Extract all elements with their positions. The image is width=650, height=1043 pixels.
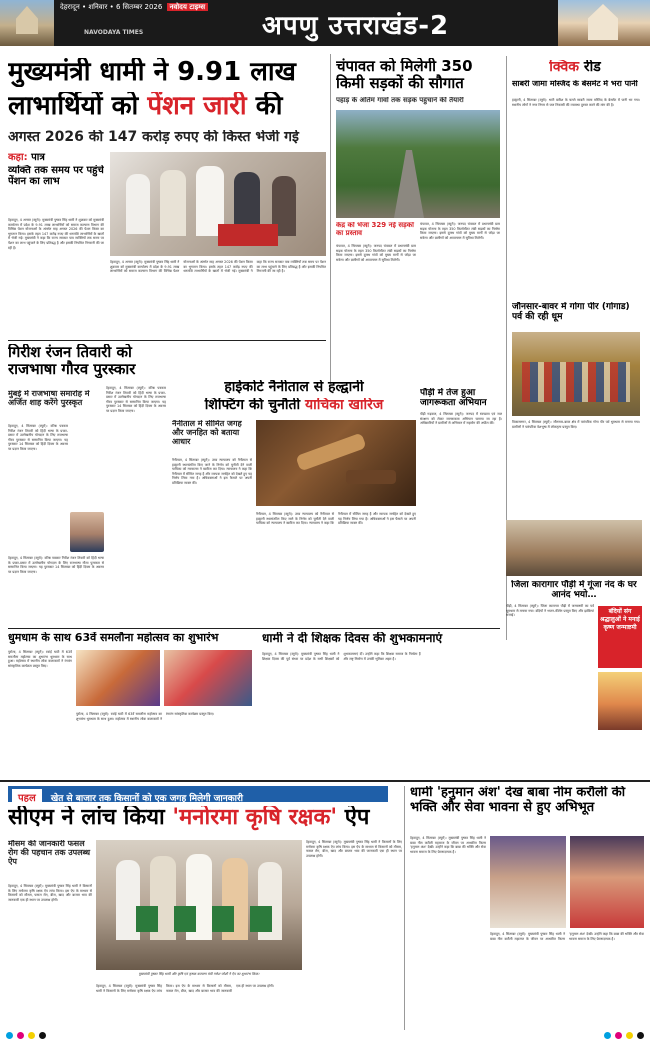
hanuman-body-cont: देहरादून, 4 सितम्बर (ब्यूरो): मुख्यमंत्री पुष्कर सिंह धामी ने बाबा नीम करौली महाराज के जीवन पर आधारित फिल्म 'हनुमान अंश' देखी। उन्होंने कहा कि बाबा की भक्ति और सेवा भावना समाज के लिए प्रेरणादायक है। [490,932,644,941]
pahal-tag-bar [8,786,388,802]
lead-side-box: कहा: पात्र व्यक्ति तक समय पर पहुंचे पेंशन का लाभ [8,152,104,188]
hanuman-photo-2 [570,836,644,928]
krishi-headline: सीएम ने लांच किया 'मनोरमा कृषि रक्षक' ऐप [8,806,370,830]
gavel-photo [256,420,416,506]
girish-body-cont: देहरादून, 4 सितम्बर (ब्यूरो): वरिष्ठ पत्रकार गिरीश रंजन तिवारी को हिंदी भाषा के प्रचार-प्रसार में उल्लेखनीय योगदान के लिए राजभाषा गौरव पुरस्कार से सम्मानित किया जाएगा। यह पुरस्कार 14 सितम्बर को हिंदी दिवस के अवसर पर प्रदान किया जाएगा। [106,386,166,413]
girish-sub: मुंबई में राजभाषा समारोह में अर्जित शाह करेंगे पुरस्कृत [8,390,90,407]
girish-body-cont2: देहरादून, 4 सितम्बर (ब्यूरो): वरिष्ठ पत्रकार गिरीश रंजन तिवारी को हिंदी भाषा के प्रचार-प्रसार में उल्लेखनीय योगदान के लिए राजभाषा गौरव पुरस्कार से सम्मानित किया जाएगा। यह पुरस्कार 14 सितम्बर को हिंदी दिवस के अवसर पर प्रदान किया जाएगा। [8,556,104,574]
quick-body: हल्द्वानी, 4 सितम्बर (ब्यूरो): भारी बारिश के चलते साबरी जामा मस्जिद के बेसमेंट में पानी भर गया। स्थानीय लोगों ने नगर निगम से जल निकासी की व्यवस्था दुरुस्त करने की मांग की है। [512,98,640,107]
registration-dots-left [6,1032,126,1040]
jail-body: पौड़ी, 4 सितम्बर (ब्यूरो): जिला कारागार पौड़ी में जन्माष्टमी का पर्व धूमधाम से मनाया गया। बंदियों ने भजन-कीर्तन प्रस्तुत किए और झांकियां सजाईं। [506,604,594,618]
girish-body: देहरादून, 4 सितम्बर (ब्यूरो): वरिष्ठ पत्रकार गिरीश रंजन तिवारी को हिंदी भाषा के प्रचार-प्रसार में उल्लेखनीय योगदान के लिए राजभाषा गौरव पुरस्कार से सम्मानित किया जाएगा। यह पुरस्कार 14 सितम्बर को हिंदी दिवस के अवसर पर प्रदान किया जाएगा। [8,424,68,451]
quick-sub-headline: जौनसार-बावर में गोगा पीर (गोगाड) पर्व की रही धूम [512,302,630,323]
pahal-tag-text: खेत से बाजार तक किसानों को एक जगह मिलेगी जानकारी [50,794,243,802]
mahotsav-photo-1 [76,650,160,706]
lead-body-cont: देहरादून, 4 अगस्त (ब्यूरो): मुख्यमंत्री पुष्कर सिंह धामी ने शुक्रवार को मुख्यमंत्री कार्यालय में प्रदेश के 9.91 लाख लाभार्थियों को समाज कल्याण विभाग की विभिन्न पेंशन योजनाओं के अंतर्गत माह अगस्त 2026 की पेंशन किस्त का भुगतान किया। इसके तहत 147 करोड़ रुपए की धनराशि लाभार्थियों के खातों में भेजी गई। मुख्यमंत्री ने कहा कि राज्य सरकार पात्र व्यक्तियों तक समय पर पेंशन का लाभ पहुंचाने के लिए प्रतिबद्ध है और इसकी नियमित निगरानी की जा रही है। [110,260,326,274]
krishi-sub: मौसम की जानकारी फसल रोग की पहचान तक उपलब्ध ऐप [8,840,91,866]
mahotsav-body: पुरोला, 4 सितम्बर (ब्यूरो): रवांई घाटी में 63वें समलौना महोत्सव का शुभारंभ धूमधाम के साथ हुआ। महोत्सव में स्थानीय लोक कलाकारों ने रंगारंग सांस्कृतिक कार्यक्रम प्रस्तुत किए। [8,650,72,668]
temple-photo-right [558,0,650,46]
hanuman-headline: धामी 'हनुमान अंश' देख बाबा नीम करौली की भक्ति और सेवा भावना से हुए अभिभूत [410,786,626,815]
divider-girish [8,340,326,341]
gogapir-festival-photo [512,332,640,416]
pahal-tag: पहल [12,789,42,802]
date-strip: देहरादून • शनिवार • 6 सितम्बर 2026 नवोदय टाइम्स [60,3,255,17]
jail-headline: जिला कारागार पौड़ी में गूंजा नंद के घर आनंद भयो… [511,580,637,601]
hanuman-photo-1 [490,836,566,928]
krishi-body-cont2: देहरादून, 4 सितम्बर (ब्यूरो): मुख्यमंत्री पुष्कर सिंह धामी ने किसानों के लिए मनोरमा कृषि रक्षक ऐप लांच किया। इस ऐप के माध्यम से किसानों को मौसम, फसल रोग, बीज, खाद और बाजार भाव की जानकारी एक ही स्थान पर उपलब्ध होगी। [306,840,402,858]
date-location: देहरादून [60,3,80,11]
lead-headline-highlight: पेंशन जारी [147,92,247,121]
highcourt-body-cont: नैनीताल, 4 सितम्बर (ब्यूरो): उच्च न्यायालय को नैनीताल से हल्द्वानी स्थानांतरित किए जाने के निर्णय को चुनौती देने वाली याचिका को न्यायालय ने खारिज कर दिया। न्यायालय ने कहा कि नैनीताल में सीमित जगह है और व्यापक जनहित को देखते हुए यह निर्णय लिया गया है। अधिवक्ताओं ने इस फैसले पर अपनी प्रतिक्रिया व्यक्त की। [256,512,416,526]
lead-photo-top [110,152,326,256]
divider-bottom [0,780,650,782]
lead-headline-line2: लाभार्थियों को पेंशन जारी की [8,92,283,121]
champawat-body: चंपावत, 4 सितम्बर (ब्यूरो): जनपद चंपावत में प्रधानमंत्री ग्राम सड़क योजना के तहत 350 किलोमीटर लंबी सड़कों का निर्माण किया जाएगा। इससे दूरस्थ गांवों को मुख्य मार्गों से जोड़ा जा सकेगा और ग्रामीणों को आवागमन में सुविधा मिलेगी। [336,244,416,262]
girish-headline: गिरीश रंजन तिवारी को राजभाषा गौरव पुरस्कार [8,344,136,378]
paper-name: नवोदय टाइम्स [167,3,209,11]
mahotsav-headline: धुमधाम के साथ 63वें समलौना महोत्सव का शुभारंभ [8,632,219,644]
quick-sub-body: विकासनगर, 4 सितम्बर (ब्यूरो): जौनसार-बावर क्षेत्र में पारंपरिक गोगा पीर पर्व धूमधाम से मनाया गया। ग्रामीणों ने पारंपरिक वेशभूषा में लोकनृत्य प्रस्तुत किए। [512,420,640,429]
divider-mahotsav [8,628,500,629]
quick-headline: साबरी जामा मस्जिद के बेसमेंट में भरा पानी [512,80,638,88]
champawat-caption-label: केंद्र को भेजा 329 नई सड़कों का प्रस्ताव [336,222,414,237]
quick-read-title: क्विक रीड [549,60,601,75]
krishi-body-cont: देहरादून, 4 सितम्बर (ब्यूरो): मुख्यमंत्री पुष्कर सिंह धामी ने किसानों के लिए मनोरमा कृषि रक्षक ऐप लांच किया। इस ऐप के माध्यम से किसानों को मौसम, फसल रोग, बीज, खाद और बाजार भाव की जानकारी एक ही स्थान पर उपलब्ध होगी। [96,984,275,993]
temple-photo-left [0,0,54,46]
pauri-headline: पौड़ी में तेज हुआ जागरूकता अभियान [420,388,487,409]
highcourt-headline-highlight: याचिका खारिज [304,398,384,413]
krishi-caption: मुख्यमंत्री पुष्कर सिंह धामी और कृषि एवं कृषक कल्याण मंत्री गणेश जोशी ने ऐप का शुभारंभ किया। [138,972,260,976]
krishi-launch-photo [96,840,302,970]
lead-side-text: व्यक्ति तक समय पर पहुंचे पेंशन का लाभ [8,165,104,188]
champawat-road-photo [336,110,500,218]
jail-box: बंदियों संग श्रद्धालुओं ने मनाई कृष्ण जन्माष्टमी [598,606,642,668]
hanuman-body: देहरादून, 4 सितम्बर (ब्यूरो): मुख्यमंत्री पुष्कर सिंह धामी ने बाबा नीम करौली महाराज के जीवन पर आधारित फिल्म 'हनुमान अंश' देखी। उन्होंने कहा कि बाबा की भक्ति और सेवा भावना समाज के लिए प्रेरणादायक है। [410,836,486,854]
jail-photo [506,520,642,576]
highcourt-body: नैनीताल, 4 सितम्बर (ब्यूरो): उच्च न्यायालय को नैनीताल से हल्द्वानी स्थानांतरित किए जाने के निर्णय को चुनौती देने वाली याचिका को न्यायालय ने खारिज कर दिया। न्यायालय ने कहा कि नैनीताल में सीमित जगह है और व्यापक जनहित को देखते हुए यह निर्णय लिया गया है। अधिवक्ताओं ने इस फैसले पर अपनी प्रतिक्रिया व्यक्त की। [172,458,252,485]
highcourt-headline-line2: शिफ्टिंग की चुनौती याचिका खारिज [204,398,384,413]
pauri-body: पौड़ी गढ़वाल, 4 सितम्बर (ब्यूरो): जनपद में स्वच्छता एवं जल संरक्षण को लेकर जागरूकता अभियान चलाया जा रहा है। अधिकारियों ने ग्रामीणों से अभियान में सहयोग की अपील की। [420,412,502,426]
lead-deck: अगस्त 2026 की 147 करोड़ रुपए की किस्त भेजी गई [8,130,299,145]
mahotsav-body-cont: पुरोला, 4 सितम्बर (ब्यूरो): रवांई घाटी में 63वें समलौना महोत्सव का शुभारंभ धूमधाम के साथ हुआ। महोत्सव में स्थानीय लोक कलाकारों ने रंगारंग सांस्कृतिक कार्यक्रम प्रस्तुत किए। [76,712,215,721]
date-day: शनिवार [88,3,108,11]
lead-body: देहरादून, 4 अगस्त (ब्यूरो): मुख्यमंत्री पुष्कर सिंह धामी ने शुक्रवार को मुख्यमंत्री कार्यालय में प्रदेश के 9.91 लाख लाभार्थियों को समाज कल्याण विभाग की विभिन्न पेंशन योजनाओं के अंतर्गत माह अगस्त 2026 की पेंशन किस्त का भुगतान किया। इसके तहत 147 करोड़ रुपए की धनराशि लाभार्थियों के खातों में भेजी गई। मुख्यमंत्री ने कहा कि राज्य सरकार पात्र व्यक्तियों तक समय पर पेंशन का लाभ पहुंचाने के लिए प्रतिबद्ध है और इसकी नियमित निगरानी की जा रही है। [8,218,104,250]
teachers-headline: धामी ने दी शिक्षक दिवस की शुभकामनाएं [262,632,443,645]
paper-name-en: NAVODAYA TIMES [84,29,144,36]
krishi-body: देहरादून, 4 सितम्बर (ब्यूरो): मुख्यमंत्री पुष्कर सिंह धामी ने किसानों के लिए मनोरमा कृषि रक्षक ऐप लांच किया। इस ऐप के माध्यम से किसानों को मौसम, फसल रोग, बीज, खाद और बाजार भाव की जानकारी एक ही स्थान पर उपलब्ध होगी। [8,884,92,902]
mahotsav-photo-2 [164,650,252,706]
krishi-headline-highlight: 'मनोरमा कृषि रक्षक' [172,806,338,830]
champawat-body-cont: चंपावत, 4 सितम्बर (ब्यूरो): जनपद चंपावत में प्रधानमंत्री ग्राम सड़क योजना के तहत 350 किलोमीटर लंबी सड़कों का निर्माण किया जाएगा। इससे दूरस्थ गांवों को मुख्य मार्गों से जोड़ा जा सकेगा और ग्रामीणों को आवागमन में सुविधा मिलेगी। [420,222,500,240]
highcourt-headline-line1: हाईकोर्ट नैनीताल से हल्द्वानी [224,380,364,395]
champawat-headline: चंपावत को मिलेगी 350 किमी सड़कों की सौगात [336,58,473,92]
lead-side-label: कहा: [8,152,28,163]
krishna-photo [598,672,642,730]
date-value: 6 सितम्बर 2026 [115,3,163,11]
column-rule [330,54,331,384]
girish-portrait [70,512,104,552]
masthead [0,0,650,46]
column-rule-bottom [404,786,405,1030]
registration-dots-right [560,1032,644,1040]
section-title: अपणु उत्तराखंड-2 [262,11,450,41]
champawat-deck: पहाड़ के अंतिम गांवों तक सड़क पहुंचाने की तैयारी [336,97,464,104]
highcourt-sub: नैनीताल में सीमित जगह और जनहित को बताया आधार [172,420,242,446]
lead-headline-line1: मुख्यमंत्री धामी ने 9.91 लाख [8,58,296,87]
teachers-body: देहरादून, 4 सितम्बर (ब्यूरो): मुख्यमंत्री पुष्कर सिंह धामी ने शिक्षक दिवस की पूर्व संध्या पर प्रदेश के सभी शिक्षकों को शुभकामनाएं दीं। उन्होंने कहा कि शिक्षक समाज के निर्माता हैं और राष्ट्र निर्माण में उनकी भूमिका अहम है। [262,652,421,661]
